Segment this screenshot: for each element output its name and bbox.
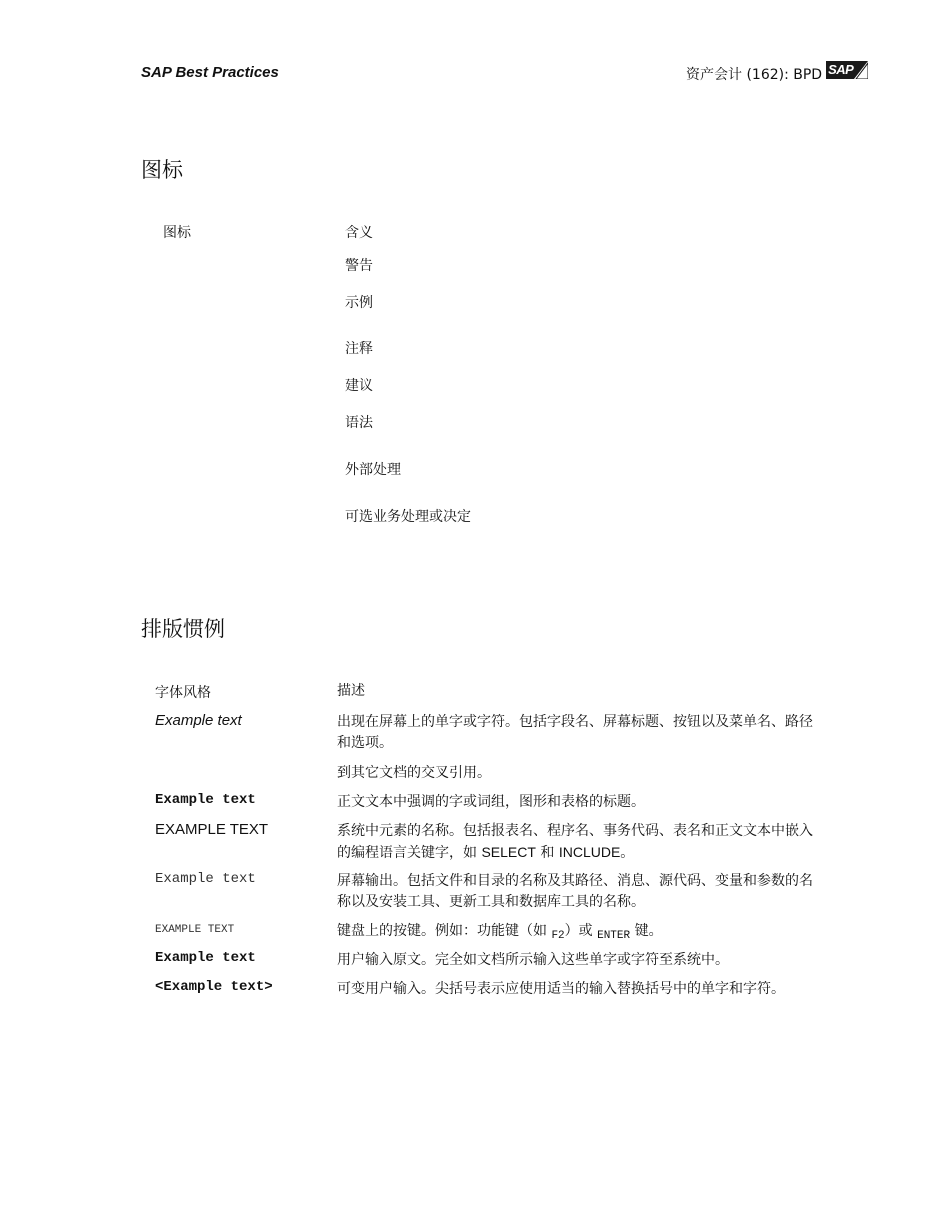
style-sample-variable-input: <Example text>	[155, 979, 273, 995]
desc-text: 键盘上的按键。例如：功能键（如	[337, 923, 552, 939]
style-sample-caps: EXAMPLE TEXT	[155, 821, 269, 838]
icons-column-header-meaning: 含义	[345, 225, 373, 241]
icon-meaning-syntax: 语法	[345, 415, 373, 431]
icon-meaning-optional-decision: 可选业务处理或决定	[345, 509, 471, 525]
column-header-style: 字体风格	[155, 685, 211, 701]
keyword-include: INCLUDE	[558, 844, 621, 860]
sap-logo	[826, 61, 868, 79]
icon-meaning-note: 注释	[345, 341, 373, 357]
style-description	[337, 821, 822, 864]
style-description: 出现在屏幕上的单字或字符。包括字段名、屏幕标题、按钮以及菜单名、路径和选项。	[337, 714, 813, 751]
style-sample-keys: EXAMPLE TEXT	[155, 924, 235, 936]
header-doc-ref	[686, 64, 868, 84]
desc-text: ）或	[564, 923, 598, 939]
style-sample-user-input: Example text	[155, 950, 256, 966]
desc-text: 。	[620, 845, 635, 861]
brand-title: SAP Best Practices	[141, 64, 279, 81]
style-description: 用户输入原文。完全如文档所示输入这些单字或字符至系统中。	[337, 952, 729, 968]
style-description	[337, 921, 822, 947]
style-sample-italic: Example text	[155, 712, 242, 729]
style-description: 屏幕输出。包括文件和目录的名称及其路径、消息、源代码、变量和参数的名称以及安装工具、更新工具和数据库工具的名称。	[337, 873, 813, 910]
icons-section-title: 图标	[141, 158, 183, 182]
key-f2: F2	[551, 930, 565, 942]
style-description: 可变用户输入。尖括号表示应使用适当的输入替换括号中的单字和字符。	[337, 981, 785, 997]
key-enter: ENTER	[597, 930, 631, 942]
sap-logo-text: SAP	[828, 62, 854, 77]
desc-text: 和	[535, 845, 559, 861]
icon-meaning-external-process: 外部处理	[345, 462, 401, 478]
style-sample-monospace: Example text	[155, 871, 256, 887]
icon-meaning-example: 示例	[345, 295, 373, 311]
desc-text: 系统中元素的名称。包括报表名、程序名、事务代码、表名和正文文本中嵌入的编程语言关键字，如	[337, 823, 813, 861]
desc-text: 键。	[630, 923, 663, 939]
style-description: 正文文本中强调的字或词组，图形和表格的标题。	[337, 794, 645, 810]
style-description: 到其它文档的交叉引用。	[337, 765, 491, 781]
icons-column-header-icon: 图标	[163, 225, 191, 241]
style-sample-emphasis: Example text	[155, 792, 256, 808]
typography-section-title: 排版惯例	[141, 617, 225, 641]
icon-meaning-warning: 警告	[345, 258, 373, 274]
document-reference: 资产会计 (162): BPD	[686, 67, 823, 83]
column-header-description: 描述	[337, 683, 365, 699]
keyword-select: SELECT	[481, 844, 536, 860]
icon-meaning-recommendation: 建议	[345, 378, 373, 394]
